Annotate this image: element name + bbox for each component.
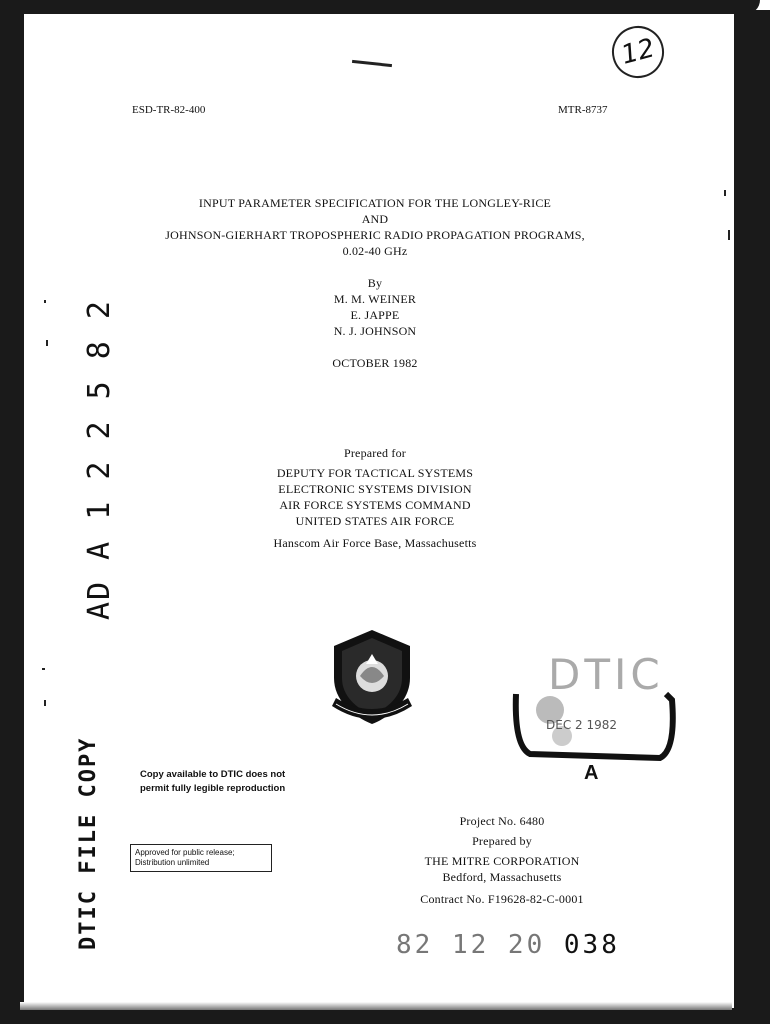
sponsor-location: Hanscom Air Force Base, Massachusetts (273, 536, 477, 550)
dtic-stamp-word: DTIC (548, 650, 664, 699)
author-name: M. M. WEINER (333, 292, 417, 306)
pen-dash-mark (352, 60, 392, 67)
scan-edge-bottom (0, 1008, 770, 1024)
file-copy-vertical (76, 736, 116, 950)
prepared-for-label: Prepared for (343, 446, 407, 460)
corporation-name: THE MITRE CORPORATION (424, 854, 580, 868)
scan-edge-left (0, 0, 24, 1024)
scan-speck (44, 700, 46, 706)
corporation-location: Bedford, Massachusetts (442, 870, 562, 884)
by-label: By (367, 276, 383, 290)
sponsor-line: ELECTRONIC SYSTEMS DIVISION (278, 482, 472, 496)
distribution-statement-box (130, 844, 272, 872)
prepared-by-label: Prepared by (472, 834, 532, 848)
copy-availability-note (140, 768, 285, 796)
dtic-stamp-letter: A (584, 762, 599, 784)
sponsor-line: DEPUTY FOR TACTICAL SYSTEMS (276, 466, 474, 480)
distribution-line: Approved for public release; (135, 848, 235, 857)
copy-note-line: permit fully legible reproduction (140, 783, 286, 794)
esd-shield-emblem (326, 628, 418, 732)
accession-number-text: AD A 1 2 2 5 8 2 (82, 299, 117, 620)
scan-speck (728, 230, 730, 240)
distribution-line: Distribution unlimited (135, 858, 210, 867)
dtic-stamp-date: DEC 2 1982 (546, 718, 618, 732)
title-line-1: INPUT PARAMETER SPECIFICATION FOR THE LONGLEY-RICE (198, 196, 552, 210)
title-line-3: JOHNSON-GIERHART TROPOSPHERIC RADIO PROPAGATION PROGRAMS, (165, 228, 585, 242)
file-copy-text: DTIC FILE COPY (76, 736, 101, 950)
scan-speck (46, 340, 48, 346)
contract-number: Contract No. F19628-82-C-0001 (420, 892, 584, 906)
report-number: ESD-TR-82-400 (132, 104, 206, 116)
control-code-bold: 038 (563, 930, 620, 960)
project-number: Project No. 6480 (459, 814, 545, 828)
scan-speck (44, 300, 46, 303)
mtr-number: MTR-8737 (558, 104, 608, 116)
sponsor-line: UNITED STATES AIR FORCE (295, 514, 455, 528)
title-line-2: AND (361, 212, 389, 226)
scan-speck (42, 668, 45, 670)
copy-note-line: Copy available to DTIC does not (140, 769, 286, 780)
author-name: E. JAPPE (350, 308, 400, 322)
report-date: OCTOBER 1982 (332, 356, 418, 370)
scan-edge-right (734, 10, 770, 1024)
handwritten-circled-number: 12 (606, 20, 670, 84)
scan-speck (724, 190, 726, 196)
scan-edge-bottom-shadow (20, 1002, 732, 1010)
document-control-code (396, 930, 620, 960)
control-code-faded: 82 12 20 (396, 930, 546, 960)
sponsor-line: AIR FORCE SYSTEMS COMMAND (279, 498, 471, 512)
title-line-4: 0.02-40 GHz (342, 244, 408, 258)
author-name: N. J. JOHNSON (333, 324, 417, 338)
scan-edge-top (20, 0, 760, 14)
